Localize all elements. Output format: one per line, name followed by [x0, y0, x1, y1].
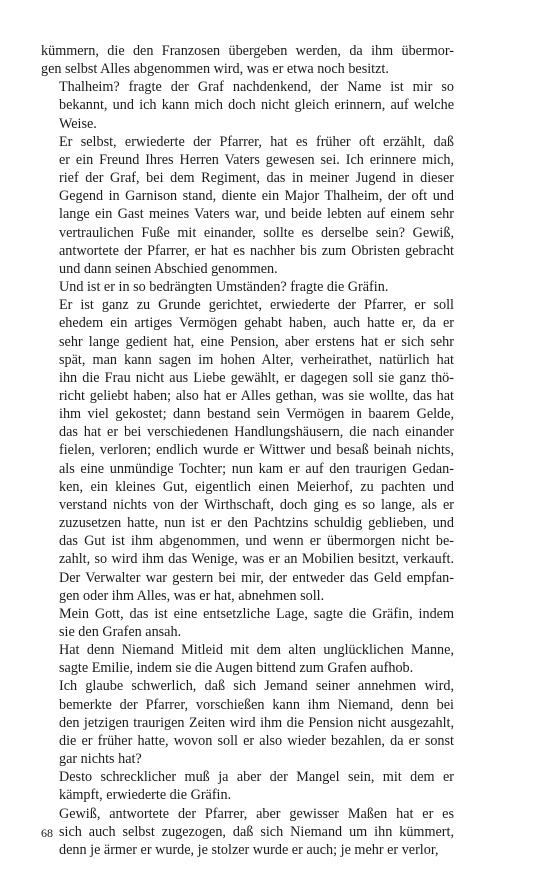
text-line: Hat denn Niemand Mitleid mit dem alten unglücklichen Manne, [59, 642, 454, 659]
text-line: sich auch selbst zugezogen, daß sich Niemand um ihn kümmert, [59, 823, 454, 840]
paragraph [41, 605, 454, 641]
paragraph [41, 278, 454, 296]
text-line: zahlt, so wird ihm das Wenige, was er an Mobilien besitzt, verkauft. [59, 551, 454, 568]
paragraph [41, 78, 454, 132]
text-line: Und ist er in so bedrängten Umständen? fragte die Gräfin. [59, 279, 389, 296]
paragraph [41, 768, 454, 804]
text-line: sagte Emilie, indem sie die Augen bittend zum Grafen aufhob. [59, 660, 414, 677]
text-line: gen selbst Alles abgenommen wird, was er etwa noch besitzt. [41, 61, 389, 78]
text-line: Er ist ganz zu Grunde gerichtet, erwiederte der Pfarrer, er soll [59, 297, 454, 314]
text-line: vertraulichen Fuße mit einander, sollte es derselbe sein? Gewiß, [59, 224, 454, 241]
text-line: ken, ein kleines Gut, eigentlich einen Meierhof, zu pachten und [59, 478, 454, 495]
text-line: sehr lange gedient hat, eine Pension, aber erstens hat er sich sehr [59, 333, 454, 350]
text-line: zuzusetzen hatte, nun ist er den Pachtzins schuldig geblieben, und [59, 515, 454, 532]
paragraph [41, 641, 454, 677]
text-line: Mein Gott, das ist eine entsetzliche Lage, sagte die Gräfin, indem [59, 605, 454, 622]
text-line: verstand nichts von der Wirthschaft, doch ging es so lange, als er [59, 496, 454, 513]
book-page-text [41, 42, 454, 859]
text-line: den jetzigen traurigen Zeiten wird ihm die Pension nicht ausgezahlt, [59, 714, 454, 731]
text-line: das Gut ist ihm abgenommen, und wenn er übermorgen nicht be- [59, 533, 454, 550]
text-line: gar nichts hat? [59, 751, 142, 768]
text-line: gen oder ihm Alles, was er hat, abnehmen soll. [59, 587, 325, 604]
paragraph [41, 42, 454, 78]
text-line: sie den Grafen ansah. [59, 624, 182, 640]
text-line: bekannt, und ich kann mich doch nicht gleich erinnern, auf welche [59, 97, 454, 114]
text-line: ihn die Frau nicht aus Liebe gewählt, er dagegen soll sie ganz thö- [59, 369, 454, 386]
paragraph [41, 296, 454, 605]
text-line: fielen, verloren; endlich wurde er Wittwer und besaß beinah nichts, [59, 442, 454, 459]
text-line: spät, man kann sagen im hohen Alter, verheirathet, natürlich hat [59, 351, 454, 368]
page-number: 68 [41, 826, 53, 840]
paragraph [41, 805, 454, 859]
paragraph [41, 677, 454, 768]
paragraph [41, 133, 454, 278]
text-line: ihm viel gekostet; dann bestand sein Vermögen in baarem Gelde, [59, 406, 454, 423]
text-line: lange ein Gast meines Vaters war, und beide lebten auf einem sehr [59, 206, 454, 223]
text-line: ehedem ein artiges Vermögen gehabt haben, auch hatte er, da er [59, 315, 454, 332]
text-line: die er früher hatte, wovon soll er also wieder bezahlen, da er sonst [59, 732, 454, 749]
text-line: Der Verwalter war gestern bei mir, der entweder das Geld empfan- [59, 569, 454, 586]
text-line: Gegend in Garnison stand, diente ein Major Thalheim, der oft und [59, 188, 454, 205]
text-line: Ich glaube schwerlich, daß sich Jemand seiner annehmen wird, [59, 678, 454, 695]
text-line: er ein Freund Ihres Herren Vaters gewesen sei. Ich erinnere mich, [59, 151, 454, 168]
text-line: als eine unmündige Tochter; nun kam er auf den traurigen Gedan- [59, 460, 454, 477]
text-line: und dann seinen Abschied genommen. [59, 260, 278, 277]
text-line: Gewiß, antwortete der Pfarrer, aber gewisser Maßen hat er es [59, 805, 454, 822]
text-line: rief der Graf, bei dem Regiment, das in meiner Jugend in dieser [59, 170, 454, 187]
text-line: kämpft, erwiederte die Gräfin. [59, 787, 232, 804]
text-line: Weise. [59, 115, 97, 132]
text-line: das hat er bei verschiedenen Handlungshäusern, die nach einander [59, 424, 454, 441]
text-line: Thalheim? fragte der Graf nachdenkend, der Name ist mir so [59, 79, 454, 96]
text-line: antwortete der Pfarrer, er hat es nachher bis zum Obristen gebracht [59, 242, 454, 259]
text-line: bemerkte der Pfarrer, vorschießen kann ihm Niemand, denn bei [59, 696, 454, 713]
text-line: richt geliebt haben; also hat er Alles gethan, was sie wollte, das hat [59, 387, 454, 404]
text-line: kümmern, die den Franzosen übergeben werden, da ihm übermor- [41, 43, 454, 59]
text-line: Er selbst, erwiederte der Pfarrer, hat es früher oft erzählt, daß [59, 133, 454, 150]
text-line: Desto schrecklicher muß ja aber der Mangel sein, mit dem er [59, 769, 454, 786]
text-line: denn je ärmer er wurde, je stolzer wurde er auch; je mehr er verlor, [59, 841, 439, 858]
